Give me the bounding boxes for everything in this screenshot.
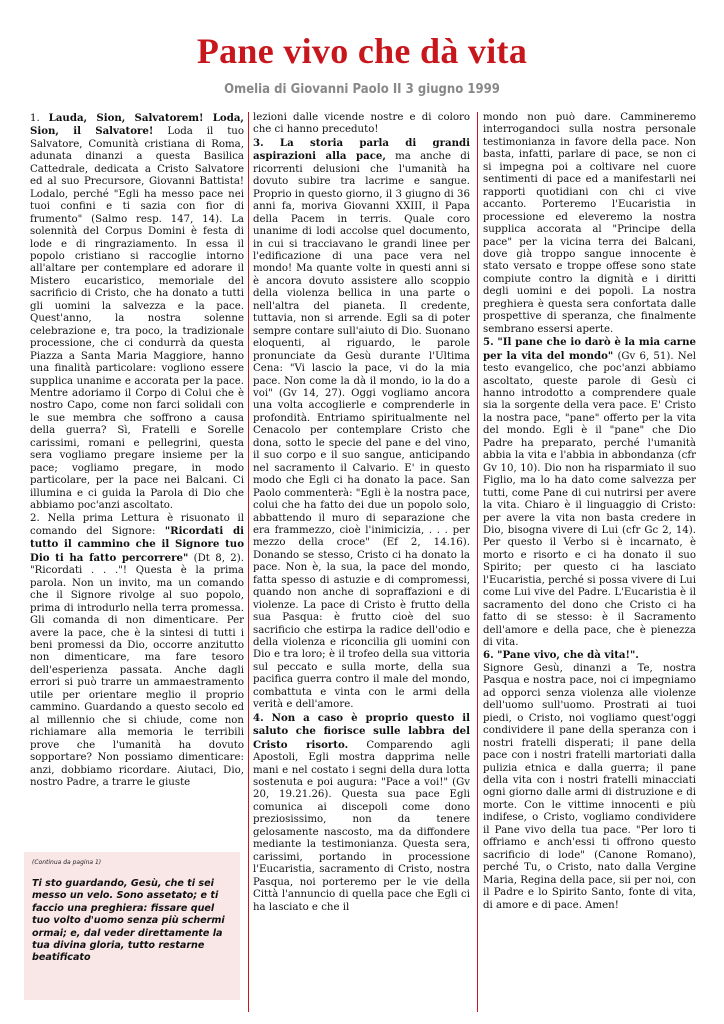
body-text: 1. (30, 113, 49, 124)
body-text: lezioni dalle vicende nostre e di coloro che ci hanno preceduto! (253, 112, 470, 136)
continuation-note: (Continua da pagina 1) (32, 859, 102, 866)
body-text: Comparendo agli Apostoli, Egli mostra dapprima nelle mani e nel costato i segni della dura lotta sostenuta e poi augura: "Pace a voi!" (Gv 20, 19.21.26). Questa sua pace Egli comunica ai discepoli come dono preziosissimo, non da tenere gelosamente nascosto, ma da diffondere mediante la testimonianza. Questa sera, carissimi, portando in processione l'Eucaristia, sacramento di Cristo, nostra Pasqua, noi porteremo per le vie della Città l'annuncio di quella pace che Egli ci ha lasciato e che il (253, 739, 470, 913)
article-column-2 (253, 112, 470, 1012)
section-heading: 4. Non a caso è proprio questo il saluto che fiorisce sulle labbra del Cristo risorto. (253, 711, 470, 751)
body-text: (Dt 8, 2). "Ricordati . . ."! Questa è la prima parola. Non un invito, ma un comando che il Signore rivolge al suo popolo, prima di introdurlo nella terra promessa. Gli comanda di non dimenticare. Per avere la pace, che è la sintesi di tutti i beni promessi da Dio, occorre anzitutto non dimenticare, ma fare tesoro dell'esperienza passata. Anche dagli errori si può trarre un ammaestramento utile per orientare meglio il proprio cammino. Guardando a questo secolo ed al millennio che si chiude, come non richiamare alla memoria le terribili prove che l'umanità ha dovuto sopportare? Non possiamo dimenticare: anzi, dobbiamo ricordare. Aiutaci, Dio, nostro Padre, a trarre le giuste (30, 552, 244, 789)
prayer-box (24, 852, 240, 1000)
section-heading: "Ricordati di tutto il cammino che il Signore tuo Dio ti ha fatto percorrere" (30, 524, 244, 564)
page-title: Pane vivo che dà vita (196, 31, 528, 71)
section-heading: 3. La storia parla di grandi aspirazioni alla pace, (253, 136, 470, 163)
page-subtitle: Omelia di Giovanni Paolo II 3 giugno 1999 (224, 82, 500, 97)
prayer-text: Ti sto guardando, Gesù, che ti sei messo un velo. Sono assetato; e ti faccio una preghiera: fissare quel tuo volto d'uomo senza più schermi ormai; e, dal veder direttamente la tua divina gloria, tutto restarne beatificato (32, 878, 225, 964)
body-text: Loda il tuo Salvatore, Comunità cristiana di Roma, adunata dinanzi a questa Basilica Cattedrale, dedicata a Cristo Salvatore ed al suo Precursore, Giovanni Battista! Lodalo, perché "Egli ha messo pace nei tuoi confini e ti sazia con fior di frumento" (Salmo resp. 147, 14). La solennità del Corpus Domini è festa di lode e di ringraziamento. In essa il popolo cristiano si raccoglie intorno all'altare per contemplare ed adorare il Mistero eucaristico, memoriale del sacrificio di Cristo, che ha donato a tutti gli uomini la salvezza e la pace. Quest'anno, la nostra solenne celebrazione e, tra poco, la tradizionale processione, che ci condurrà da questa Piazza a Santa Maria Maggiore, hanno una finalità particolare: vogliono essere supplica unanime e accorata per la pace. Mentre adoriamo il Corpo di Colui che è nostro Capo, come non farci solidali con le sue membra che soffrono a causa della guerra? Sì, Fratelli e Sorelle carissimi, romani e pellegrini, questa sera vogliamo pregare insieme per la pace; vogliamo pregare, in modo particolare, per la pace nei Balcani. Ci illumina e ci guida la Parola di Dio che abbiamo poc'anzi ascoltato. (30, 126, 244, 512)
column-divider (477, 112, 478, 1012)
column-divider (248, 112, 249, 1012)
article-column-3 (483, 112, 696, 1012)
body-text: 2. Nella prima Lettura è risuonato il comando del Signore: (30, 512, 244, 537)
section-heading: 5. "Il pane che io darò è la mia carne per la vita del mondo" (483, 336, 696, 362)
body-text: ma anche di ricorrenti delusioni che l'umanità ha dovuto subire tra lacrime e sangue. Proprio in questo giorno, il 3 giugno di 36 anni fa, moriva Giovanni XXIII, il Papa della Pacem in terris. Quale coro unanime di lodi accolse quel documento, in cui si tracciavano le grandi linee per l'edificazione di una pace vera nel mondo! Ma quante volte in questi anni si è ancora dovuto assistere allo scoppio della violenza bellica in una parte o nell'altra del pianeta. Il credente, tuttavia, non si arrende. Egli sa di poter sempre contare sull'aiuto di Dio. Suonano eloquenti, al riguardo, le parole pronunciate da Gesù durante l'Ultima Cena: "Vi lascio la pace, vi do la mia pace. Non come la dà il mondo, io la do a voi" (Gv 14, 27). Oggi vogliamo ancora una volta accoglierle e comprenderle in profondità. Entriamo spiritualmente nel Cenacolo per contemplare Cristo che dona, sotto le specie del pane e del vino, il suo corpo e il suo sangue, anticipando nel sacramento il Calvario. E' in questo modo che Egli ci ha donato la pace. San Paolo commenterà: "Egli è la nostra pace, colui che ha fatto dei due un popolo solo, abbattendo il muro di separazione che era frammezzo, cioè l'inimicizia, . . . per mezzo della croce" (Ef 2, 14.16). Donando se stesso, Cristo ci ha donato la pace. Non è, la sua, la pace del mondo, fatta spesso di astuzie e di compromessi, quando non anche di sopraffazioni e di violenze. La pace di Cristo è frutto della sua Pasqua: è frutto cioè del suo sacrificio che estirpa la radice dell'odio e della violenza e riconcilia gli uomini con Dio e tra loro; è il trofeo della sua vittoria sul peccato e sulla morte, della sua pacifica guerra contro il male del mondo, combattuta e vinta con le armi della verità e dell'amore. (253, 151, 470, 711)
column-text (253, 112, 470, 914)
body-text: mondo non può dare. Cammineremo interrogandoci sulla nostra personale testimonianza in favore della pace. Non basta, infatti, parlare di pace, se non ci si impegna poi a coltivare nel cuore sentimenti di pace ed a manifestarli nei rapporti quotidiani con chi ci vive accanto. Porteremo l'Eucaristia in processione ed eleveremo la nostra supplica accorata al "Principe della pace" per la vicina terra dei Balcani, dove già troppo sangue innocente è stato versato e troppe offese sono state compiute contro la dignità e i diritti degli uomini e dei popoli. La nostra preghiera è questa sera confortata dalle prospettive di speranza, che finalmente sembrano essersi aperte. (483, 112, 696, 335)
section-heading: 6. "Pane vivo, che dà vita!". (483, 649, 639, 662)
body-text: (Gv 6, 51). Nel testo evangelico, che poc'anzi abbiamo ascoltato, queste parole di Gesù ci hanno introdotto a comprendere quale sia la sorgente della vera pace. E' Cristo la nostra pace, "pane" offerto per la vita del mondo. Egli è il "pane" che Dio Padre ha preparato, perché l'umanità abbia la vita e l'abbia in abbondanza (cfr Gv 10, 10). Dio non ha risparmiato il suo Figlio, ma lo ha dato come salvezza per tutti, come Pane di cui nutrirsi per avere la vita. Chiaro è il linguaggio di Cristo: per avere la vita non basta credere in Dio, bisogna vivere di Lui (cfr Gc 2, 14). Per questo il Verbo si è incarnato, è morto e risorto e ci ha donato il suo Spirito; per questo ci ha lasciato l'Eucaristia, perché si possa vivere di Lui come Lui vive del Padre. L'Eucaristia è il sacramento del dono che Cristo ci ha fatto di se stesso: è il Sacramento dell'amore e della pace, che è pienezza di vita. (483, 350, 696, 649)
section-heading: Lauda, Sion, Salvatorem! Loda, Sion, il Salvatore! (30, 112, 244, 138)
body-text: Signore Gesù, dinanzi a Te, nostra Pasqua e nostra pace, noi ci impegniamo ad opporci senza violenza alle violenze dell'uomo sull'uomo. Prostrati ai tuoi piedi, o Cristo, noi vogliamo quest'oggi condividere il pane della speranza con i nostri fratelli disperati; il pane della pace con i nostri fratelli martoriati dalla pulizia etnica e dalla guerra; il pane della vita con i nostri fratelli minacciati ogni giorno dalle armi di distruzione e di morte. Con le vittime innocenti e più indifese, o Cristo, vogliamo condividere il Pane vivo della tua pace. "Per loro ti offriamo e anch'essi ti offrono questo sacrificio di lode" (Canone Romano), perché Tu, o Cristo, nato dalla Vergine Maria, Regina della pace, sii per noi, con il Padre e lo Spirito Santo, fonte di vita, di amore e di pace. Amen! (483, 662, 696, 911)
column-text (30, 112, 244, 789)
column-text (483, 112, 696, 912)
